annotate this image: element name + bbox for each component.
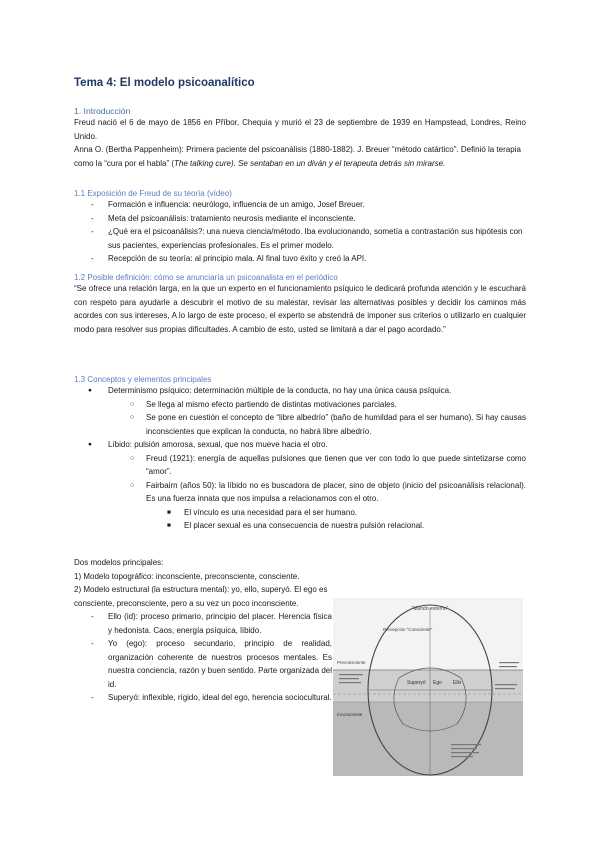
sub-bullet-item: ○ Freud (1921): energía de aquellas pulsiones que tienen que ver con todo lo que puede sintetizarse como “amor”. — [74, 452, 526, 479]
section-exposicion — [74, 189, 526, 266]
section-modelos — [74, 556, 332, 705]
annotation-line — [451, 748, 477, 749]
annotation-line — [339, 674, 363, 675]
text-run: Anna O. (Bertha Pappenheim): Primera paciente del psicoanálisis (1880-1882). J. Breuer “método catártico”. Definió la terapia como la “cura por el habla” ( — [74, 145, 521, 168]
annotation-line — [339, 678, 359, 679]
annotation-line — [499, 666, 517, 667]
dash-list — [74, 610, 332, 705]
quote-paragraph: “Se ofrece una relación larga, en la que un experto en el funcionamiento psíquico le dedicará profunda atención y le escuchará con respeto para ayudarle a descubrir el motivo de su malestar, revisar las alternativas posibles y decidir los caminos más acordes con sus intereses, A lo largo de este proceso, el experto se abstendrá de imponer sus criterios o utilizarlo en cualquier modo para resolver sus propias dificultades. A cambio de esto, usted se limitará a dar el pago acordado.” — [74, 284, 526, 334]
paragraph: 2) Modelo estructural (la estructura mental): yo, ello, superyó. El ego es consciente, preconsciente, pero a su vez un poco inconsciente. — [74, 585, 328, 608]
figure-label: Ello — [453, 680, 462, 686]
section-heading: 1.1 Exposición de Freud de su teoría (vídeo) — [74, 189, 232, 198]
annotation-line — [451, 756, 473, 757]
list-item: - Ello (id): proceso primario, principio del placer. Herencia física y hedonista. Caos, energía psíquica, líbido. — [74, 610, 332, 637]
dash-list — [74, 198, 526, 266]
figure-label: “Mundo externo” — [411, 606, 449, 612]
figure-label: Superyó — [407, 680, 426, 686]
sub-bullet-item: ○ Se llega al mismo efecto partiendo de distintas motivaciones parciales. — [74, 398, 526, 412]
sub-bullet-item: ○ Se pone en cuestión el concepto de “libre albedrío” (baño de humildad para el ser humano). Si hay causas inconscientes que explican la conducta, no habrá libre albedrío. — [74, 411, 526, 438]
list-item: - Meta del psicoanálisis: tratamiento neurosis mediante el inconsciente. — [74, 212, 526, 226]
figure-label: Inconsciente — [337, 712, 363, 717]
document-title: Tema 4: El modelo psicoanalítico — [74, 77, 255, 89]
bullet-item: ● Determinismo psíquico: determinación múltiple de la conducta, no hay una única causa psíquica. — [74, 384, 526, 398]
section-definicion — [74, 273, 526, 336]
figure-label: Preconsciente — [337, 660, 366, 665]
section-heading: 1.3 Conceptos y elementos principales — [74, 375, 212, 384]
annotation-line — [451, 752, 479, 753]
annotation-line — [495, 684, 517, 685]
paragraph-freud: Freud nació el 6 de mayo de 1856 en Příbor, Chequia y murió el 23 de septiembre de 1939 en Hampstead, Londres, Reino Unido. — [74, 118, 526, 141]
sub-sub-bullet-item: ■ El placer sexual es una consecuencia de nuestra pulsión relacional. — [74, 519, 526, 533]
section-heading: 1.2 Posible definición: cómo se anunciaría un psicoanalista en el periódico — [74, 273, 338, 282]
paragraph: 1) Modelo topográfico: inconsciente, preconsciente, consciente. — [74, 571, 300, 581]
annotation-line — [339, 682, 361, 683]
paragraph-anna-o — [74, 143, 526, 170]
list-item: - ¿Qué era el psicoanálisis?: una nueva ciencia/método. Iba evolucionando, sometía a contrastación sus hipótesis con sus pacientes, experiencias profesionales. Es el primer modelo. — [74, 225, 526, 252]
bullet-item: ● Líbido: pulsión amorosa, sexual, que nos mueve hacia el otro. — [74, 438, 526, 452]
sub-sub-bullet-item: ■ El vínculo es una necesidad para el ser humano. — [74, 506, 526, 520]
section-conceptos — [74, 375, 526, 533]
annotation-line — [495, 688, 515, 689]
annotation-line — [499, 662, 519, 663]
section-introduccion — [74, 106, 526, 170]
sub-bullet-item: ○ Fairbairn (años 50): la líbido no es buscadora de placer, sino de objeto (inicio del psicoanálisis relacional). Es una fuerza innata que nos impulsa a relacionarnos con el otro. — [74, 479, 526, 506]
text-run-italic: ). Se sentaban en un diván y el terapeuta detrás sin mirarse. — [230, 158, 446, 168]
text-run-italic: The talking cure — [174, 158, 231, 168]
figure-label: Percepción “Consciente” — [383, 627, 433, 632]
list-item: - Recepción de su teoría: al principio mala. Al final tuvo éxito y creó la API. — [74, 252, 526, 266]
iceberg-model-figure — [333, 598, 523, 776]
annotation-line — [451, 744, 481, 745]
paragraph: Dos modelos principales: — [74, 558, 164, 567]
list-item: - Formación e influencia: neurólogo, influencia de un amigo, Josef Breuer. — [74, 198, 526, 212]
section-heading: 1. Introducción — [74, 106, 131, 116]
list-item: - Superyó: inflexible, rígido, ideal del ego, herencia sociocultural. — [74, 691, 332, 705]
figure-label: Ego — [433, 680, 442, 686]
list-item: - Yo (ego): proceso secundario, principio de realidad, organización coherente de nuestros procesos mentales. Es nuestra conciencia, razón y buen sentido. Parte organizada del id. — [74, 637, 332, 691]
